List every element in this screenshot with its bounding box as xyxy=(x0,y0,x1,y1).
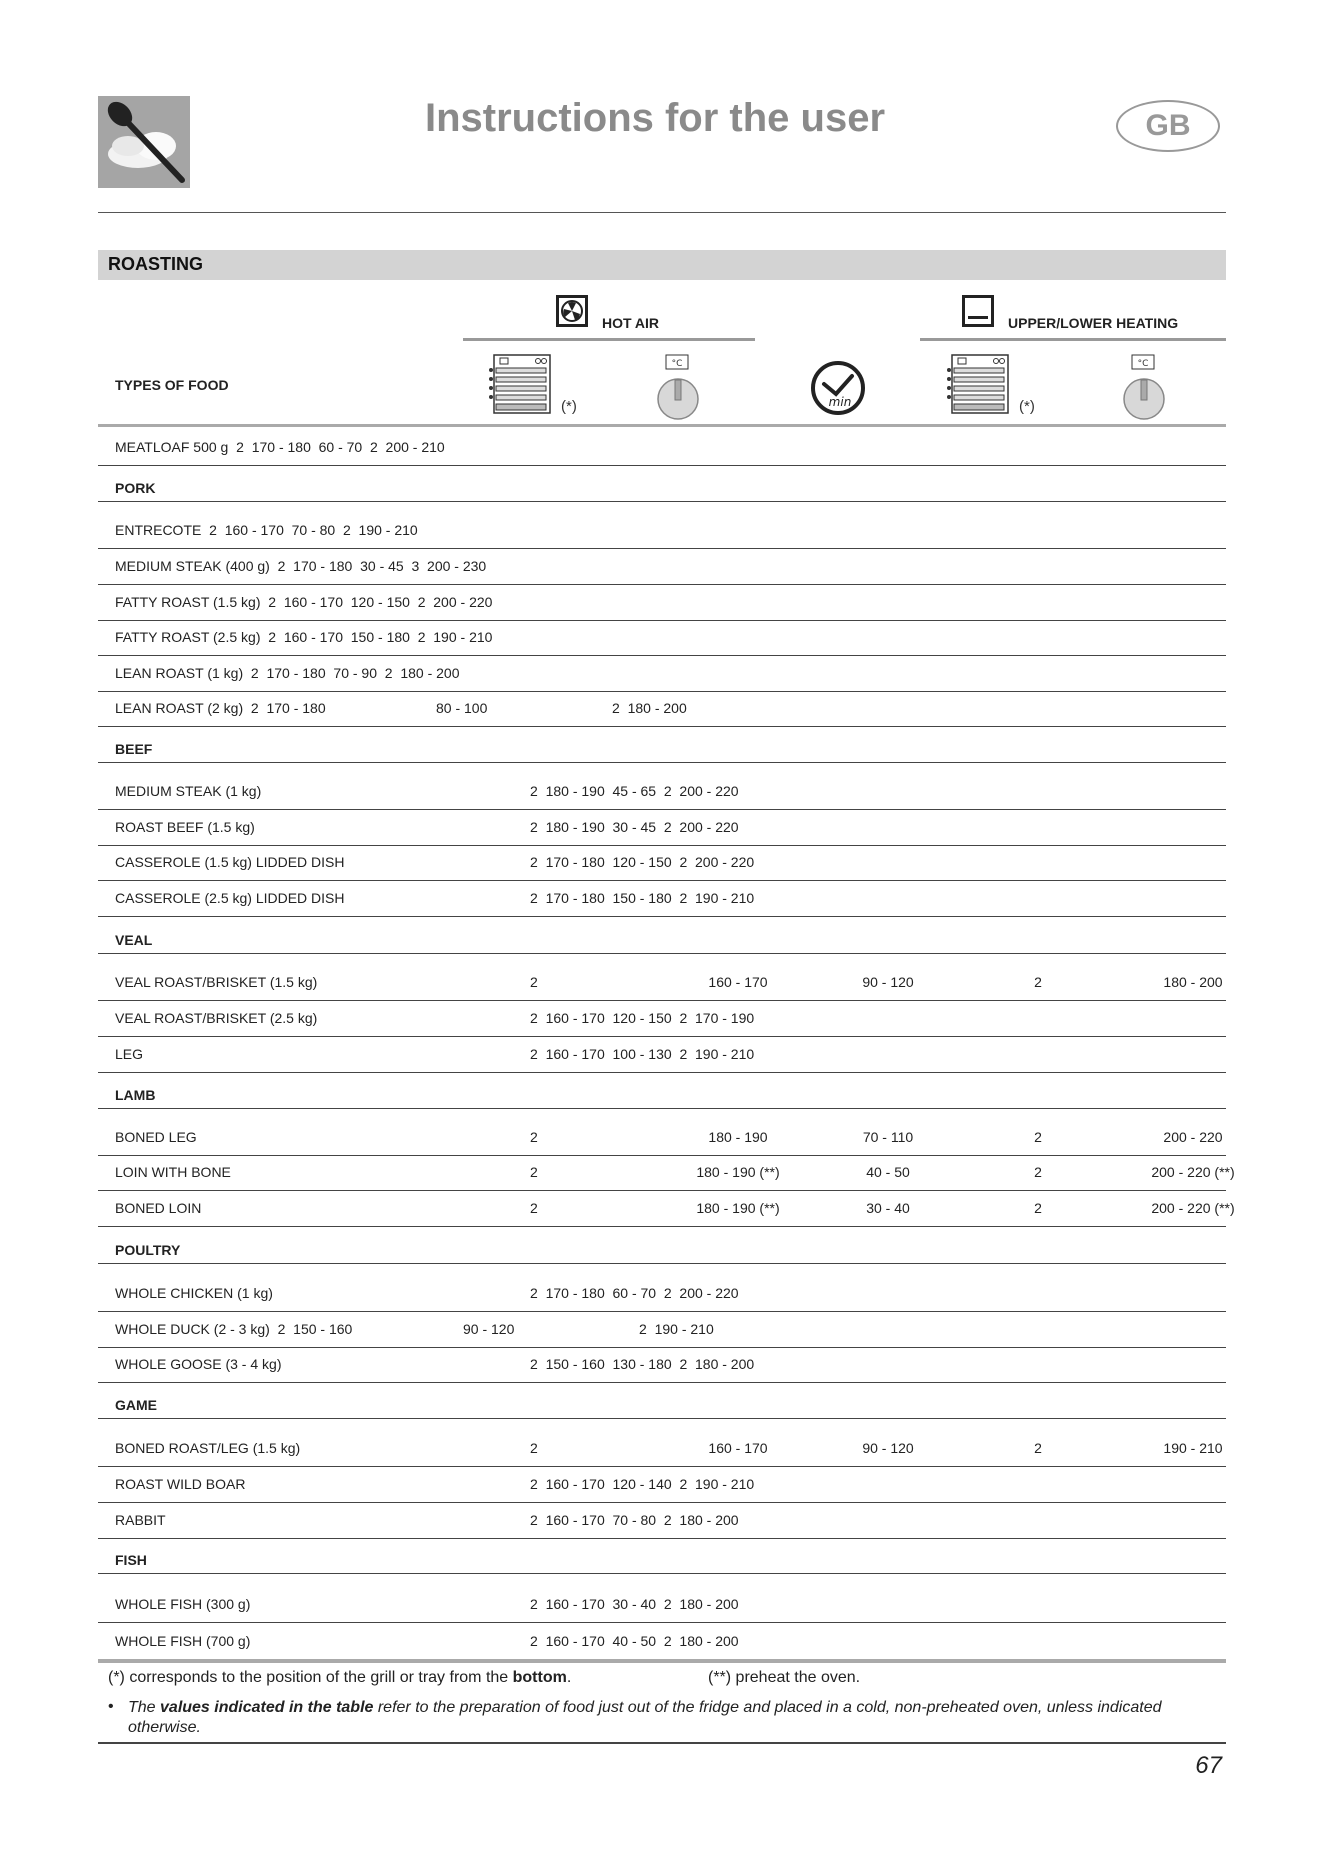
food-name: WHOLE FISH (700 g) xyxy=(115,1633,251,1649)
table-row xyxy=(98,1587,1226,1623)
cooking-values: 2 180 - 190 30 - 45 2 200 - 220 xyxy=(530,819,739,835)
table-row xyxy=(98,620,1226,656)
category-label: BEEF xyxy=(115,741,153,757)
svg-text:min: min xyxy=(828,395,852,409)
hot-air-label: HOT AIR xyxy=(602,315,660,331)
inline-row-text xyxy=(115,665,460,681)
category-row xyxy=(98,1073,1226,1109)
upper-lower-temp: 180 - 200 xyxy=(1163,974,1223,990)
hot-air-temp: 160 - 170 xyxy=(708,1440,768,1456)
table-row xyxy=(98,1467,1226,1503)
types-of-food-header: TYPES OF FOOD xyxy=(115,377,229,393)
table-row xyxy=(98,513,1226,549)
food-name: BONED LEG xyxy=(115,1129,197,1145)
food-name: FATTY ROAST (1.5 kg) xyxy=(115,594,261,610)
cooking-time: 30 - 40 xyxy=(866,1200,910,1216)
shelf-position-icon xyxy=(488,354,552,421)
inline-row-text xyxy=(115,558,486,574)
upper-lower-temp: 190 - 210 xyxy=(1163,1440,1223,1456)
table-row xyxy=(98,1120,1226,1156)
upper-lower-shelf: 2 xyxy=(1034,974,1042,990)
table-row xyxy=(98,1312,1226,1348)
table-row xyxy=(98,1431,1226,1467)
food-name: RABBIT xyxy=(115,1512,166,1528)
table-row xyxy=(98,774,1226,810)
shelf-position-icon xyxy=(946,354,1010,421)
hot-air-temp: 160 - 170 xyxy=(708,974,768,990)
inline-row-text xyxy=(115,439,445,455)
upper-lower-heating-icon xyxy=(962,295,994,332)
inline-row-text xyxy=(115,522,418,538)
cooking-values: 2 170 - 180 60 - 70 2 200 - 210 xyxy=(236,439,445,455)
upper-lower-rule xyxy=(920,338,1226,341)
footnote-preheat: (**) preheat the oven. xyxy=(708,1669,861,1686)
bullet: • xyxy=(108,1698,114,1715)
footer-divider xyxy=(98,1742,1226,1744)
cooking-values: 2 160 - 170 70 - 80 2 180 - 200 xyxy=(530,1512,739,1528)
hot-air-shelf: 2 xyxy=(530,1200,538,1216)
cooking-time: 80 - 100 xyxy=(436,700,488,716)
category-label: LAMB xyxy=(115,1087,156,1103)
cooking-values: 2 150 - 160 xyxy=(277,1321,353,1337)
shelf-footnote-marker: (*) xyxy=(1019,398,1035,415)
inline-row-text xyxy=(115,1321,352,1337)
cooking-values: 2 170 - 180 70 - 90 2 180 - 200 xyxy=(250,665,460,681)
inline-row-text xyxy=(115,700,326,716)
food-name: ROAST BEEF (1.5 kg) xyxy=(115,819,255,835)
cooking-values: 2 170 - 180 150 - 180 2 190 - 210 xyxy=(530,890,755,906)
hot-air-shelf: 2 xyxy=(530,1129,538,1145)
cooking-time: 90 - 120 xyxy=(463,1321,515,1337)
upper-lower-temp: 200 - 220 (**) xyxy=(1151,1164,1235,1180)
category-label: VEAL xyxy=(115,932,153,948)
inline-row-text xyxy=(115,629,492,645)
header-divider xyxy=(98,212,1226,213)
table-row xyxy=(98,691,1226,727)
cooking-values: 2 160 - 170 70 - 80 2 190 - 210 xyxy=(209,522,418,538)
food-name: ENTRECOTE xyxy=(115,522,202,538)
food-name: LEG xyxy=(115,1046,144,1062)
cooking-values: 2 160 - 170 30 - 40 2 180 - 200 xyxy=(530,1596,739,1612)
table-row xyxy=(98,1001,1226,1037)
cooking-values: 2 150 - 160 130 - 180 2 180 - 200 xyxy=(530,1356,755,1372)
category-label: FISH xyxy=(115,1552,147,1568)
table-row xyxy=(98,965,1226,1001)
table-row xyxy=(98,881,1226,917)
upper-lower-shelf: 2 xyxy=(1034,1164,1042,1180)
cooking-values: 2 160 - 170 120 - 140 2 190 - 210 xyxy=(530,1476,755,1492)
category-label: PORK xyxy=(115,480,156,496)
food-name: WHOLE DUCK (2 - 3 kg) xyxy=(115,1321,270,1337)
food-name: ROAST WILD BOAR xyxy=(115,1476,246,1492)
cooking-values: 2 160 - 170 120 - 150 2 200 - 220 xyxy=(268,594,493,610)
food-name: WHOLE CHICKEN (1 kg) xyxy=(115,1285,273,1301)
food-name: VEAL ROAST/BRISKET (1.5 kg) xyxy=(115,974,318,990)
table-row xyxy=(98,1276,1226,1312)
food-name: VEAL ROAST/BRISKET (2.5 kg) xyxy=(115,1010,318,1026)
cooking-values: 2 170 - 180 30 - 45 3 200 - 230 xyxy=(277,558,487,574)
table-row xyxy=(98,1155,1235,1191)
table-row xyxy=(98,845,1226,881)
table-values-note: The values indicated in the table refer to the preparation of food just out of the fridge and placed in a cold, non-preheated oven, unless indicated otherwise. xyxy=(128,1699,1162,1736)
category-row xyxy=(98,1228,1226,1264)
country-badge: GB xyxy=(1116,100,1220,152)
cooking-values: 2 160 - 170 120 - 150 2 170 - 190 xyxy=(530,1010,755,1026)
category-label: POULTRY xyxy=(115,1242,181,1258)
hot-air-shelf: 2 xyxy=(530,974,538,990)
category-row xyxy=(98,1383,1226,1419)
footnote-shelf: (*) corresponds to the position of the grill or tray from the bottom. xyxy=(108,1669,572,1686)
hot-air-shelf: 2 xyxy=(530,1164,538,1180)
table-row xyxy=(98,1037,1226,1073)
table-row xyxy=(98,1624,1226,1660)
upper-lower-heating-label: UPPER/LOWER HEATING xyxy=(1008,315,1179,331)
cooking-values: 2 170 - 180 120 - 150 2 200 - 220 xyxy=(530,854,755,870)
food-name: FATTY ROAST (2.5 kg) xyxy=(115,629,261,645)
food-name: MEDIUM STEAK (1 kg) xyxy=(115,783,262,799)
upper-lower-values: 2 190 - 210 xyxy=(639,1321,714,1337)
category-row xyxy=(98,466,1226,502)
hot-air-temp: 180 - 190 xyxy=(708,1129,768,1145)
shelf-footnote-marker: (*) xyxy=(561,398,577,415)
cooking-values: 2 170 - 180 xyxy=(250,700,326,716)
cooking-values: 2 160 - 170 40 - 50 2 180 - 200 xyxy=(530,1633,739,1649)
category-label: GAME xyxy=(115,1397,157,1413)
cooking-values: 2 160 - 170 150 - 180 2 190 - 210 xyxy=(268,629,493,645)
category-row xyxy=(98,918,1226,954)
table-row xyxy=(98,1191,1235,1227)
cooking-time: 90 - 120 xyxy=(862,1440,914,1456)
table-row xyxy=(98,1347,1226,1383)
food-name: LOIN WITH BONE xyxy=(115,1164,231,1180)
upper-lower-shelf: 2 xyxy=(1034,1440,1042,1456)
food-name: BONED ROAST/LEG (1.5 kg) xyxy=(115,1440,301,1456)
food-name: MEDIUM STEAK (400 g) xyxy=(115,558,270,574)
hot-air-shelf: 2 xyxy=(530,1440,538,1456)
thermostat-knob-icon xyxy=(656,354,700,425)
food-name: CASSEROLE (1.5 kg) LIDDED DISH xyxy=(115,854,345,870)
food-name: LEAN ROAST (1 kg) xyxy=(115,665,244,681)
food-name: LEAN ROAST (2 kg) xyxy=(115,700,244,716)
cooking-time: 70 - 110 xyxy=(862,1129,914,1145)
cooking-time-icon xyxy=(810,360,866,421)
table-row xyxy=(98,585,1226,621)
thermostat-knob-icon xyxy=(1122,354,1166,425)
cooking-values: 2 170 - 180 60 - 70 2 200 - 220 xyxy=(530,1285,739,1301)
table-row xyxy=(98,810,1226,846)
page-title: Instructions for the user xyxy=(424,96,886,140)
food-name: CASSEROLE (2.5 kg) LIDDED DISH xyxy=(115,890,345,906)
inline-row-text xyxy=(115,594,492,610)
upper-lower-temp: 200 - 220 (**) xyxy=(1151,1200,1235,1216)
hot-air-rule xyxy=(463,338,755,341)
cooking-values: 2 160 - 170 100 - 130 2 190 - 210 xyxy=(530,1046,755,1062)
table-row xyxy=(98,1503,1226,1539)
hot-air-temp: 180 - 190 (**) xyxy=(696,1200,780,1216)
hot-air-temp: 180 - 190 (**) xyxy=(696,1164,780,1180)
table-row xyxy=(98,656,1226,692)
table-top-rule xyxy=(98,424,1226,427)
section-title: ROASTING xyxy=(108,254,204,274)
svg-text:°C: °C xyxy=(1137,359,1149,369)
table-row xyxy=(98,430,1226,466)
upper-lower-values: 2 180 - 200 xyxy=(612,700,687,716)
table-bottom-rule xyxy=(98,1659,1226,1663)
section-bar xyxy=(98,250,1226,280)
upper-lower-temp: 200 - 220 xyxy=(1163,1129,1223,1145)
food-name: WHOLE FISH (300 g) xyxy=(115,1596,251,1612)
cooking-time: 90 - 120 xyxy=(862,974,914,990)
table-row xyxy=(98,549,1226,585)
fan-oven-icon xyxy=(556,295,588,332)
cooking-values: 2 180 - 190 45 - 65 2 200 - 220 xyxy=(530,783,739,799)
food-name: WHOLE GOOSE (3 - 4 kg) xyxy=(115,1356,282,1372)
category-row xyxy=(98,1538,1226,1574)
food-name: MEATLOAF 500 g xyxy=(115,439,229,455)
page-number: 67 xyxy=(1195,1752,1222,1779)
food-name: BONED LOIN xyxy=(115,1200,202,1216)
svg-text:°C: °C xyxy=(671,359,683,369)
cooking-time: 40 - 50 xyxy=(866,1164,910,1180)
upper-lower-shelf: 2 xyxy=(1034,1200,1042,1216)
upper-lower-shelf: 2 xyxy=(1034,1129,1042,1145)
category-row xyxy=(98,727,1226,763)
